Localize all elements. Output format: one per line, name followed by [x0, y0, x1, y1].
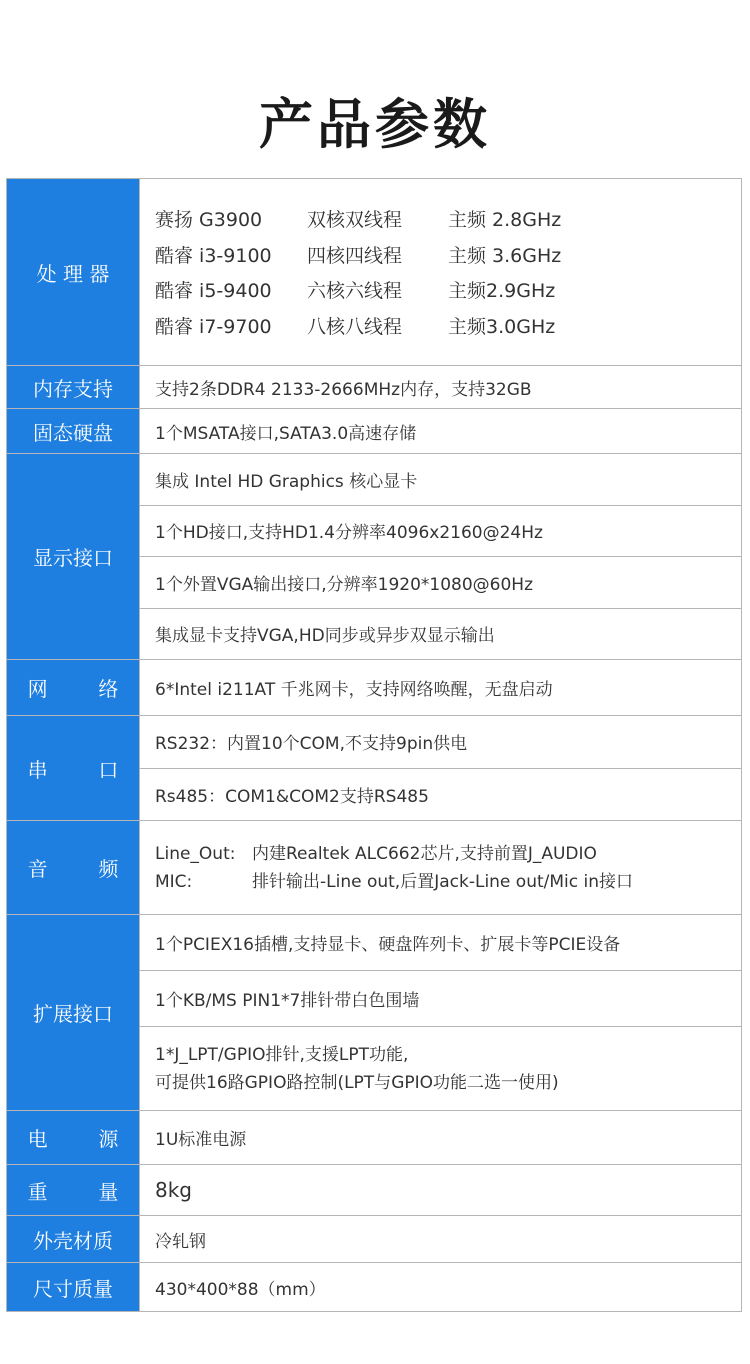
- cpu-model: 赛扬 G3900: [155, 209, 263, 232]
- spec-table: [6, 178, 742, 1312]
- row-weight: [7, 1165, 741, 1216]
- size-value: 430*400*88（mm）: [155, 1279, 326, 1300]
- cpu-cores: 双核双线程: [307, 209, 403, 232]
- audio-value: [140, 821, 741, 914]
- row-display: [7, 454, 741, 660]
- cpu-model: 酷睿 i5-9400: [155, 280, 272, 303]
- weight-value: 8kg: [155, 1178, 193, 1202]
- network-value: 6*Intel i211AT 千兆网卡，支持网络唤醒，无盘启动: [155, 680, 553, 700]
- row-expansion: [7, 915, 741, 1111]
- power-value: 1U标准电源: [155, 1130, 247, 1150]
- label-audio: 音 频: [7, 821, 140, 914]
- label-weight: 重 量: [7, 1165, 140, 1215]
- row-network: [7, 660, 741, 716]
- cpu-frequency: 主频3.0GHz: [448, 315, 556, 338]
- expansion-item: 1个PCIEX16插槽,支持显卡、硬盘阵列卡、扩展卡等PCIE设备: [140, 915, 741, 971]
- row-audio: [7, 821, 741, 915]
- cpu-model: 酷睿 i7-9700: [155, 315, 272, 338]
- display-item: 集成 Intel HD Graphics 核心显卡: [140, 454, 741, 506]
- case-value: 冷轧钢: [155, 1231, 206, 1252]
- label-size: 尺寸质量: [7, 1263, 140, 1311]
- cpu-row: [155, 201, 741, 237]
- label-serial: 串 口: [7, 716, 140, 820]
- row-processor: [7, 179, 741, 366]
- row-power: [7, 1111, 741, 1165]
- row-serial: [7, 716, 741, 821]
- cpu-row: [155, 272, 741, 308]
- processor-list: [140, 179, 741, 365]
- audio-line: [155, 868, 633, 896]
- ssd-value: 1个MSATA接口,SATA3.0高速存储: [155, 423, 417, 444]
- cpu-row: [155, 308, 741, 344]
- serial-item: RS232：内置10个COM,不支持9pin供电: [140, 716, 741, 769]
- cpu-frequency: 主频 2.8GHz: [448, 209, 562, 232]
- expansion-item: 1个KB/MS PIN1*7排针带白色围墙: [140, 971, 741, 1027]
- cpu-frequency: 主频2.9GHz: [448, 280, 556, 303]
- cpu-model: 酷睿 i3-9100: [155, 244, 272, 267]
- serial-item: Rs485：COM1&COM2支持RS485: [155, 786, 429, 807]
- display-item: 集成显卡支持VGA,HD同步或异步双显示输出: [155, 626, 495, 647]
- cpu-row: [155, 237, 741, 273]
- label-ssd: 固态硬盘: [7, 409, 140, 453]
- audio-key: Line_Out:: [155, 843, 236, 864]
- memory-value: 支持2条DDR4 2133-2666MHz内存，支持32GB: [155, 379, 532, 400]
- audio-desc: 排针输出-Line out,后置Jack-Line out/Mic in接口: [252, 871, 634, 892]
- audio-key: MIC:: [155, 871, 193, 892]
- display-item: 1个HD接口,支持HD1.4分辨率4096x2160@24Hz: [140, 506, 741, 558]
- cpu-cores: 四核四线程: [307, 244, 403, 267]
- gpio-line: 可提供16路GPIO路控制(LPT与GPIO功能二选一使用): [155, 1072, 559, 1093]
- row-case: [7, 1216, 741, 1263]
- label-power: 电 源: [7, 1111, 140, 1164]
- cpu-frequency: 主频 3.6GHz: [448, 244, 562, 267]
- row-size: [7, 1263, 741, 1311]
- page-title: 产品参数: [259, 93, 491, 156]
- label-memory: 内存支持: [7, 366, 140, 408]
- audio-line: [155, 840, 597, 868]
- row-ssd: [7, 409, 741, 454]
- audio-desc: 内建Realtek ALC662芯片,支持前置J_AUDIO: [252, 843, 597, 864]
- expansion-gpio: [140, 1027, 741, 1110]
- label-display: 显示接口: [7, 454, 140, 659]
- cpu-cores: 八核八线程: [307, 315, 403, 338]
- label-expansion: 扩展接口: [7, 915, 140, 1110]
- label-case: 外壳材质: [7, 1216, 140, 1262]
- cpu-cores: 六核六线程: [307, 280, 403, 303]
- label-network: 网 络: [7, 660, 140, 715]
- gpio-line: 1*J_LPT/GPIO排针,支援LPT功能,: [155, 1044, 409, 1065]
- display-item: 1个外置VGA输出接口,分辨率1920*1080@60Hz: [140, 557, 741, 609]
- row-memory: [7, 366, 741, 409]
- label-processor: 处 理 器: [7, 179, 140, 365]
